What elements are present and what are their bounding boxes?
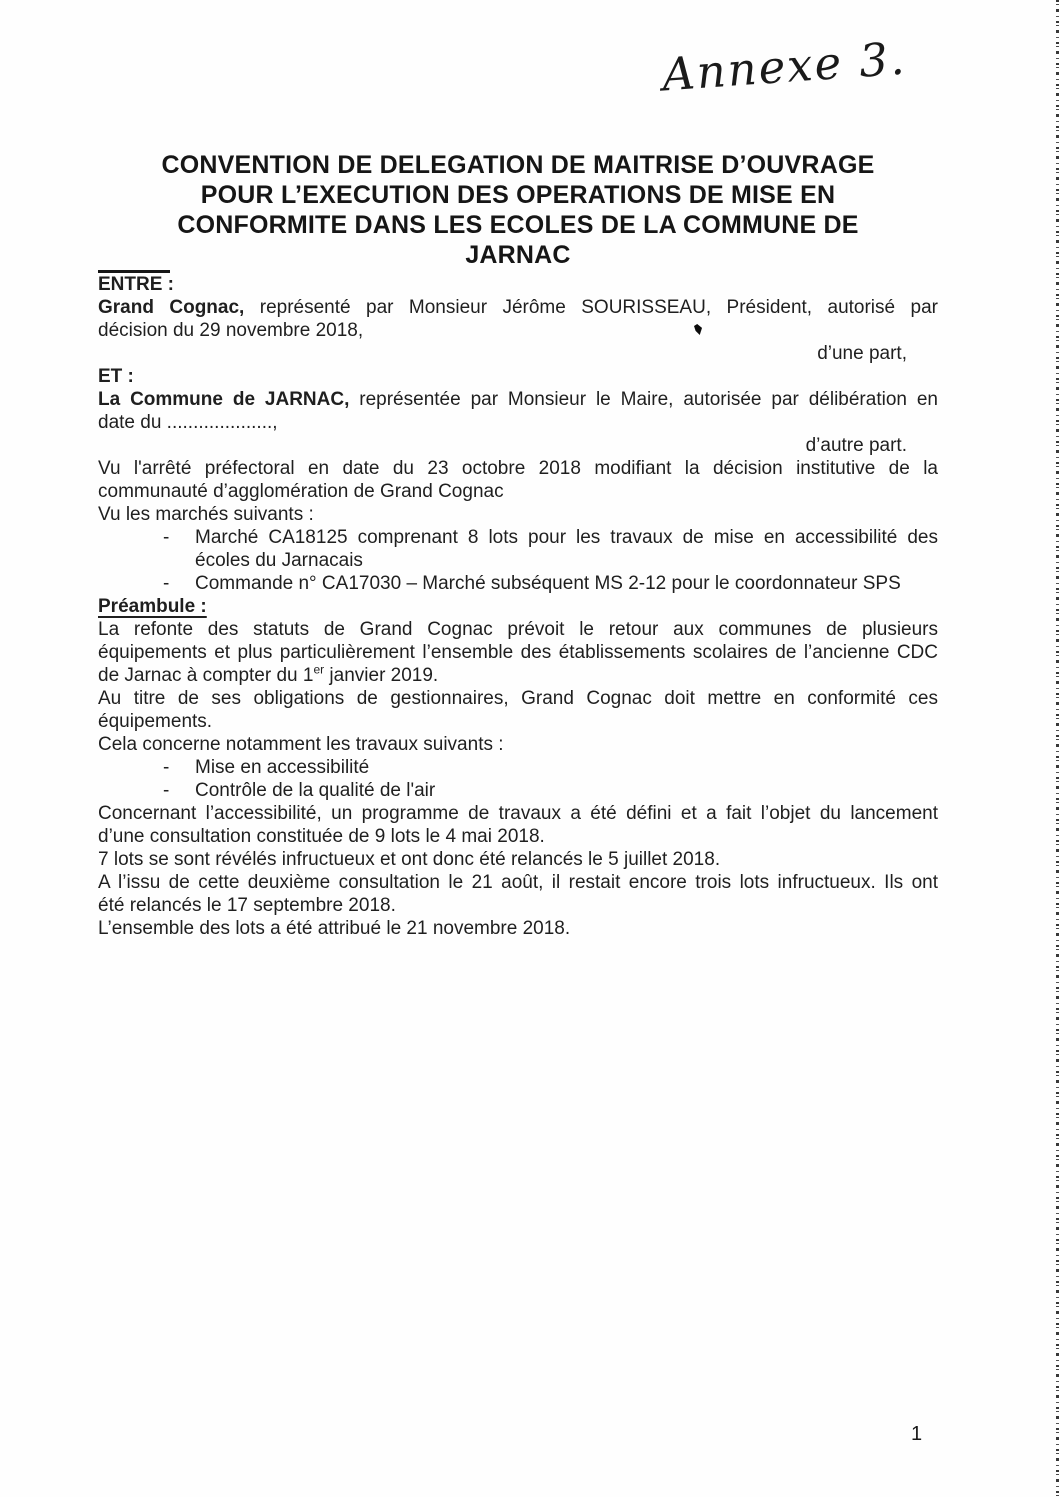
party1-line-2: décision du 29 novembre 2018, [98,320,364,341]
list-item [98,779,938,802]
list-item [98,756,938,779]
travaux-item-2: Contrôle de la qualité de l'air [195,780,436,801]
handwritten-annotation: Annexe 3. [660,31,908,102]
p5-line-2: été relancés le 17 septembre 2018. [98,895,396,916]
list-item [98,572,938,595]
document-body [98,150,938,940]
party1-paragraph [98,296,938,342]
list-item-text [195,526,938,572]
p5-line-1: A l’issu de cette deuxième consultation le 21 août, il restait encore trois lots infructueux. Ils ont [98,872,938,893]
dash-bullet: - [163,527,170,548]
preambule-paragraph-4 [98,802,938,871]
p2-line-2: équipements. [98,711,213,732]
party2-line-1 [98,388,938,411]
preambule-paragraph-1 [98,618,938,687]
list-item [98,526,938,572]
preambule-paragraph-2 [98,687,938,733]
page-number: 1 [911,1423,923,1445]
party2-line-2: date du ...................., [98,412,278,433]
p2-line-1: Au titre de ses obligations de gestionnaires, Grand Cognac doit mettre en conformité ces [98,688,938,709]
vu-arrete-line-2: communauté d’agglomération de Grand Cognac [98,481,504,502]
preambule-heading: Préambule : [98,596,207,617]
et-label: ET : [98,366,134,387]
p1-line-1: La refonte des statuts de Grand Cognac prévoit le retour aux communes de plusieurs [98,619,938,640]
vu-arrete-line-1: Vu l'arrêté préfectoral en date du 23 octobre 2018 modifiant la décision institutive de la [98,458,938,479]
travaux-intro: Cela concerne notamment les travaux suivants : [98,734,504,755]
preambule-paragraph-5 [98,871,938,940]
dash-bullet: - [163,573,170,594]
p1-line3-seg1: de Jarnac à compter du 1 [98,665,314,686]
dash-bullet: - [163,757,170,778]
dautre-part-text: d’autre part. [805,435,907,456]
p1-line-3 [98,664,938,687]
party1-name: Grand Cognac, [98,297,245,318]
marche1-line-1: Marché CA18125 comprenant 8 lots pour les travaux de mise en accessibilité des [195,527,938,548]
party2-name: La Commune de JARNAC, [98,389,350,410]
p4-line-1: Concernant l’accessibilité, un programme de travaux a été défini et a fait l’objet du lancement [98,803,938,824]
title-line-3: CONFORMITE DANS LES ECOLES DE LA COMMUNE DE [177,211,859,239]
ordinal-superscript: er [313,662,325,677]
p1-line3-seg2: janvier 2019. [324,665,439,686]
vu-arrete-paragraph [98,457,938,503]
party2-paragraph [98,388,938,434]
travaux-list [98,756,938,802]
entre-label: ENTRE : [98,274,174,295]
p5-line-3: L’ensemble des lots a été attribué le 21 novembre 2018. [98,918,571,939]
title-line-4: JARNAC [465,241,571,269]
marche1-line-2: écoles du Jarnacais [195,550,363,571]
party2-line1-rest: représentée par Monsieur le Maire, autorisée par délibération en [349,389,938,410]
p4-line-2: d’une consultation constituée de 9 lots le 4 mai 2018. [98,826,545,847]
travaux-item-1: Mise en accessibilité [195,757,370,778]
p4-line-3: 7 lots se sont révélés infructueux et ont donc été relancés le 5 juillet 2018. [98,849,721,870]
vu-marches-label: Vu les marchés suivants : [98,504,314,525]
marche2-line-1: Commande n° CA17030 – Marché subséquent MS 2-12 pour le coordonnateur SPS [195,573,901,594]
dash-bullet: - [163,780,170,801]
title-line-2: POUR L’EXECUTION DES OPERATIONS DE MISE EN [200,181,836,209]
p1-line-2: équipements et plus particulièrement l’ensemble des établissements scolaires de l’ancienne CDC [98,642,938,663]
marches-list [98,526,938,595]
party1-line-1 [98,296,938,319]
preambule-heading-row [98,595,938,618]
title-line-1: CONVENTION DE DELEGATION DE MAITRISE D’OUVRAGE [161,151,875,179]
document-title [98,150,938,270]
party1-line1-rest: représenté par Monsieur Jérôme SOURISSEAU, Président, autorisé par [244,297,938,318]
dune-part-text: d’une part, [817,343,907,364]
